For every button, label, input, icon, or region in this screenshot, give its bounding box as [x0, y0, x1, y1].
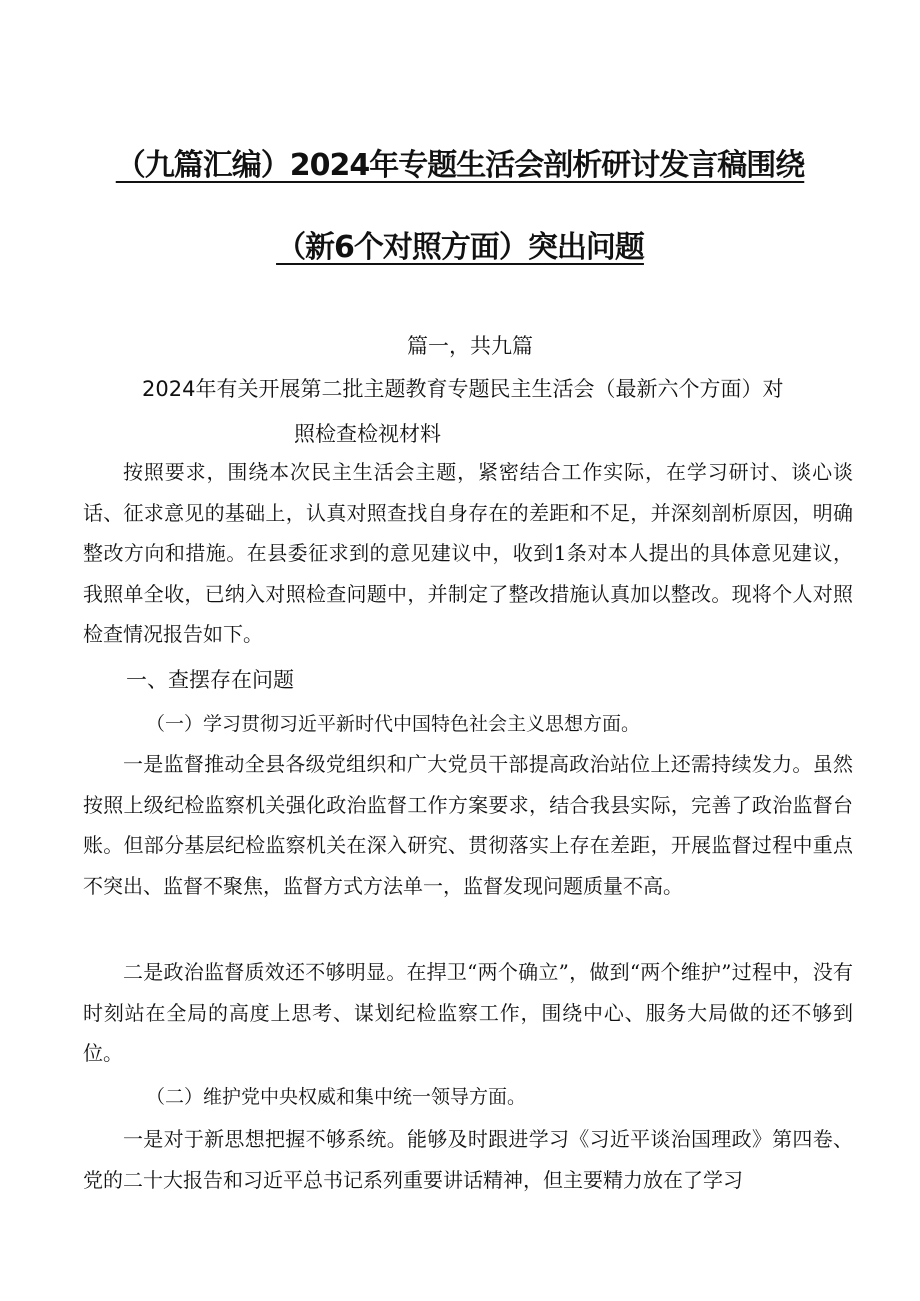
document-title-line-2: [60, 222, 860, 266]
subsection-heading-1: （一）学习贯彻习近平新时代中国特色社会主义思想方面。: [146, 713, 641, 735]
section-heading-1: 一、查摆存在问题: [126, 668, 294, 692]
paragraph-1-2: 二是政治监督质效还不够明显。在捍卫“两个确立”，做到“两个维护”过程中，没有时刻站在全局的高度上思考、谋划纪检监察工作，围绕中心、服务大局做的还不够到位。: [83, 960, 853, 1065]
document-title-line-2-text: （新6个对照方面）突出问题: [276, 230, 644, 265]
intro-paragraph: 按照要求，围绕本次民主生活会主题，紧密结合工作实际，在学习研讨、谈心谈话、征求意见的基础上，认真对照查找自身存在的差距和不足，并深刻剖析原因，明确整改方向和措施。在县委征求到的意见建议中，收到1条对本人提出的具体意见建议，我照单全收，已纳入对照检查问题中，并制定了整改措施认真加以整改。现将个人对照检查情况报告如下。: [83, 460, 853, 646]
subtitle-line-2: 照检查检视材料: [294, 422, 441, 446]
subtitle-line-1: 2024年有关开展第二批主题教育专题民主生活会（最新六个方面）对: [142, 377, 784, 401]
part-heading: 篇一，共九篇: [407, 334, 533, 358]
document-title-line-1-text: （九篇汇编）2024年专题生活会剖析研讨发言稿围绕: [115, 148, 805, 183]
document-title-line-1: [60, 140, 860, 184]
paragraph-2-1: 一是对于新思想把握不够系统。能够及时跟进学习《习近平谈治国理政》第四卷、党的二十大报告和习近平总书记系列重要讲话精神，但主要精力放在了学习: [83, 1127, 853, 1192]
paragraph-1-1: 一是监督推动全县各级党组织和广大党员干部提高政治站位上还需持续发力。虽然按照上级纪检监察机关强化政治监督工作方案要求，结合我县实际，完善了政治监督台账。但部分基层纪检监察机关在深入研究、贯彻落实上存在差距，开展监督过程中重点不突出、监督不聚焦，监督方式方法单一，监督发现问题质量不高。: [83, 752, 853, 898]
subsection-heading-2: （二）维护党中央权威和集中统一领导方面。: [146, 1086, 527, 1108]
